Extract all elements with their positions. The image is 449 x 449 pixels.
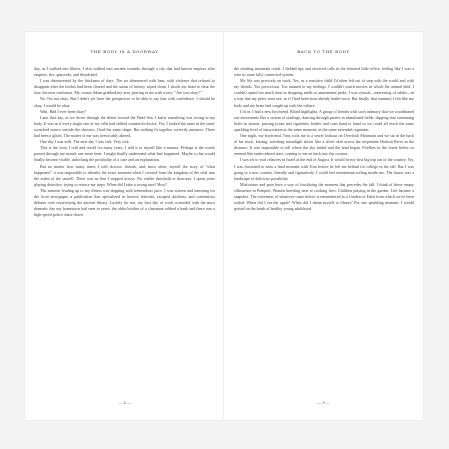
paragraph: This is the story I told and retold for many years. I told it to myself like a mantra. Perhaps if the words passed through my mouth one more time, I might finally understand what had happened. Maybe a clue would finally become visible, unlocking the possibility of a cure and an explanation. bbox=[34, 145, 215, 163]
right-running-header: BACK TO THE BODY bbox=[297, 49, 350, 54]
paragraph: I fit in. I had a new boyfriend. Blond highlights. A group of friends with such intimacy that we coordinated our movements like a swarm of starlings, dancing through parties in abandoned fields, slipping into swimming holes in unison, passing joints and cigarettes, bottles and cans hand to hand so we could all reach the same sparkling level of intoxication at the same moment, as the same extended organism. bbox=[234, 108, 414, 132]
right-page bbox=[224, 32, 423, 420]
left-page-number: — 2 — bbox=[118, 400, 131, 405]
paragraph: I was set to visit relatives in Israel at the end of August. It would be my first big trip out of the country. Yet, I was frustrated to miss a final moment with Tom before he left me behind for college in the fall. But I was going to a new country, literally and figuratively. I could feel momentum roiling inside me. The future was a landscape of delicious possibility. bbox=[234, 157, 414, 181]
book-spread bbox=[25, 32, 423, 420]
left-page bbox=[25, 32, 224, 420]
paragraph: Misfortune and pain have a way of fossilizing the moment that precedes the fall. I think of those empty silhouettes in Pompeii. Women kneeling next to cooking fires. Children playing in the garden. Life became a snapshot. The sweetness of whatever came before is remembered as a Garden of Eden from which we've been exiled. When did I eat the apple? When did I damn myself to illness? For one sparkling moment, I would poised on the brink of healthy young adulthood. bbox=[234, 181, 414, 212]
paragraph: One day I was well. The next day I was sick. Very sick. bbox=[40, 139, 130, 145]
paragraph: the winding mountain roads. I fielded tips and received calls in the frenzied little office, feeling like I was a wire in some fully connected system. bbox=[234, 66, 414, 78]
left-running-header: THE BODY IS A DOORWAY bbox=[90, 49, 159, 54]
paragraph: One night, my boyfriend, Tom, took me to a secret lookout on Overlook Mountain and we sat in the back of his truck, kissing, watching moonlight shiver like a silver skin across the serpentine Hudson River in the distance. It was impossible to tell where the sky ended and the land began. Fireflies in the forest below us seemed like embroidered stars, coming to me on back into the cosmos. bbox=[234, 133, 414, 157]
paragraph: The summer leading up to my illness was dripping with tremendous juice. I was sixteen and interning for the local newspaper, a publication that specialized in harvest festivals, escaped chickens, and contentious debates over resurveying the ancient library. Luckily for me, my first day of work coincided with the most dramatic day my hometown had seen in years: the older brother of a classmate robbed a bank and there was a high-speed police chase down bbox=[34, 187, 215, 218]
paragraph: But no matter how many times I told doctors, friends, and, most often, myself the story of "what happened," it was impossible to identify the exact moment when I crossed from the kingdom of the vital into the realm of the unwell. There was no line I stepped across. No visible threshold or doorway. I spent years playing detective, trying to retrace my steps. When did I take a wrong turn? How? bbox=[34, 163, 215, 187]
paragraph: day, as I walked into illness, I also walked into ancient wounds, through a city that had known empires after empires, fire, genocide, and bloodshed. bbox=[34, 66, 215, 78]
right-page-body bbox=[234, 66, 414, 212]
left-page-body bbox=[34, 66, 215, 218]
paragraph: Wait. Had I ever been okay? bbox=[40, 108, 86, 114]
paragraph: Later that day, as we drove through the desert toward the Dead Sea, I knew something was wrong in my body. It was as if every single one of my cells had shifted counterclockwise. Yes, I looked the same in the sand-scratched mirror outside the showers. I had the same shape. But nothing fit together correctly anymore. Three had been a glitch. The matter of me was irrevocably altered. bbox=[34, 114, 215, 139]
paragraph: No. I'm not okay. But I didn't yet have the perspective to be able to say that with confidence. I should be okay. I would be okay. bbox=[34, 96, 215, 108]
right-page-number: — 3 — bbox=[317, 400, 330, 405]
paragraph: My life was precisely on track. Yes, as a sensitive child I'd often felt out of step with the world and with my friends. Too precocious. Too attuned to my feelings. I couldn't watch movies in which the animal died. I couldn't spend too much time in shopping malls or amusement parks. I was cynical—interesting of adults—in a way that my peers were not, so if I had been born already battle-worn. But finally, that summer, I felt like my body and my brain had caught up with the culture. bbox=[234, 78, 414, 108]
paragraph: I was disinterested by the thickness of days. The air shimmered with heat, with violence that refused to disappear after the bodies had been cleared and the stains of history wiped clean. I shook my head to clear the fear; the near confusion. My cousin Adam grabbed my arm, peering at me with worry. "Are you okay?" bbox=[34, 78, 215, 96]
